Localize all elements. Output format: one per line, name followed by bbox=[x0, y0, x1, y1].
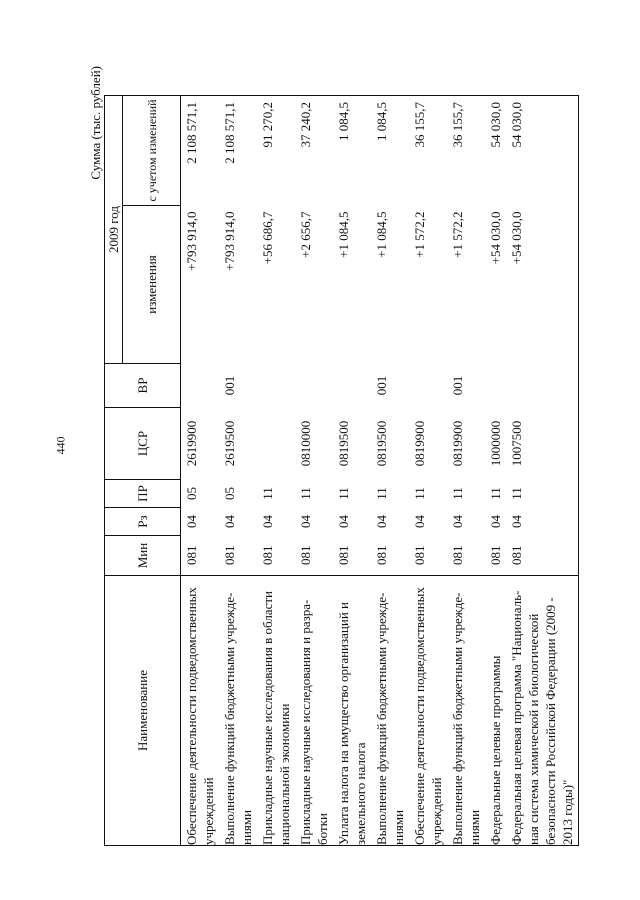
row-name: Прикладные научные исследования и разра-ботки bbox=[295, 576, 333, 846]
row-changes: +54 030,0 bbox=[488, 211, 503, 265]
row-rz: 04 bbox=[374, 515, 389, 528]
row-changes: +1 572,2 bbox=[412, 211, 427, 258]
row-rz: 04 bbox=[260, 515, 275, 528]
row-pr: 11 bbox=[506, 480, 579, 508]
header-csr: ЦСР bbox=[105, 408, 181, 480]
table-row bbox=[506, 96, 579, 846]
row-csr bbox=[257, 408, 295, 480]
row-min: 081 bbox=[488, 545, 503, 565]
row-csr: 0819500 bbox=[374, 420, 389, 467]
row-vr bbox=[257, 364, 295, 408]
table-row bbox=[485, 96, 506, 846]
row-pr: 11 bbox=[260, 487, 275, 500]
row-pr: 05 bbox=[184, 487, 199, 500]
row-total: 2 108 571,1 bbox=[181, 96, 220, 206]
row-pr: 11 bbox=[298, 487, 313, 500]
row-total: 37 240,2 bbox=[295, 96, 333, 206]
row-changes: +1 084,5 bbox=[374, 211, 389, 258]
row-min: 081 bbox=[260, 545, 275, 565]
row-total: 36 155,7 bbox=[447, 96, 485, 206]
row-changes: +793 914,0 bbox=[222, 211, 237, 271]
row-csr: 0819500 bbox=[336, 420, 351, 467]
row-rz: 04 bbox=[336, 515, 351, 528]
row-changes: +1 572,2 bbox=[450, 211, 465, 258]
row-changes: +1 084,5 bbox=[336, 211, 351, 258]
row-total: 36 155,7 bbox=[409, 96, 447, 206]
row-min: 081 bbox=[184, 545, 199, 565]
row-name: Выполнение функций бюджетными учрежде-ниями bbox=[371, 576, 409, 846]
row-vr bbox=[181, 364, 220, 408]
header-pr: ПР bbox=[105, 480, 181, 508]
row-name: Федеральные целевые программы bbox=[485, 576, 506, 846]
row-changes: +2 656,7 bbox=[298, 211, 313, 258]
row-min: 081 bbox=[506, 536, 579, 576]
row-csr: 0810000 bbox=[298, 420, 313, 467]
row-vr bbox=[506, 364, 579, 408]
row-vr: 001 bbox=[374, 375, 389, 396]
header-name: Наименование bbox=[105, 576, 181, 846]
row-min: 081 bbox=[222, 545, 237, 565]
row-csr: 0819900 bbox=[412, 420, 427, 467]
row-vr bbox=[295, 364, 333, 408]
header-vr: ВР bbox=[105, 364, 181, 408]
row-rz: 04 bbox=[184, 515, 199, 528]
row-csr: 1007500 bbox=[506, 408, 579, 480]
row-min: 081 bbox=[336, 545, 351, 565]
row-changes: +793 914,0 bbox=[184, 211, 199, 271]
table-row bbox=[333, 96, 371, 846]
row-total: 1 084,5 bbox=[333, 96, 371, 206]
row-pr: 11 bbox=[488, 487, 503, 500]
header-changes: изменения bbox=[123, 206, 181, 364]
rotated-table-page bbox=[88, 66, 575, 846]
header-min: Мин bbox=[105, 536, 181, 576]
row-rz: 04 bbox=[412, 515, 427, 528]
row-vr bbox=[333, 364, 371, 408]
table-row bbox=[257, 96, 295, 846]
row-min: 081 bbox=[412, 545, 427, 565]
row-pr: 11 bbox=[412, 487, 427, 500]
row-pr: 11 bbox=[374, 487, 389, 500]
row-pr: 11 bbox=[450, 487, 465, 500]
row-rz: 04 bbox=[222, 515, 237, 528]
budget-table bbox=[104, 95, 579, 846]
table-row bbox=[409, 96, 447, 846]
row-csr: 0819900 bbox=[450, 420, 465, 467]
row-min: 081 bbox=[298, 545, 313, 565]
table-row bbox=[181, 96, 220, 846]
row-rz: 04 bbox=[298, 515, 313, 528]
row-csr: 1000000 bbox=[488, 420, 503, 467]
page-number: 440 bbox=[53, 436, 68, 455]
row-changes: +56 686,7 bbox=[260, 211, 275, 265]
row-name: Выполнение функций бюджетными учрежде-ниями bbox=[447, 576, 485, 846]
row-total: 1 084,5 bbox=[371, 96, 409, 206]
row-csr: 2619500 bbox=[222, 420, 237, 467]
row-name: Обеспечение деятельности подведомственных учреждений bbox=[181, 576, 220, 846]
table-row bbox=[295, 96, 333, 846]
row-name: Прикладные научные исследования в области национальной экономики bbox=[257, 576, 295, 846]
row-vr: 001 bbox=[222, 375, 237, 396]
row-vr: 001 bbox=[450, 375, 465, 396]
row-name: Уплата налога на имущество организаций и земельного налога bbox=[333, 576, 371, 846]
row-name: Выполнение функций бюджетными учрежде-ниями bbox=[219, 576, 257, 846]
unit-label: Сумма (тыс. рублей) bbox=[88, 66, 103, 180]
table-row bbox=[447, 96, 485, 846]
row-changes: +54 030,0 bbox=[506, 206, 579, 364]
row-pr: 11 bbox=[336, 487, 351, 500]
row-rz: 04 bbox=[506, 508, 579, 536]
row-total: 54 030,0 bbox=[485, 96, 506, 206]
row-total: 54 030,0 bbox=[506, 96, 579, 206]
row-pr: 05 bbox=[222, 487, 237, 500]
table-row bbox=[371, 96, 409, 846]
row-total: 91 270,2 bbox=[257, 96, 295, 206]
row-csr: 2619900 bbox=[184, 420, 199, 467]
row-vr bbox=[485, 364, 506, 408]
header-rz: Рз bbox=[105, 508, 181, 536]
table-row bbox=[219, 96, 257, 846]
row-rz: 04 bbox=[488, 515, 503, 528]
header-with-changes: с учетом изменений bbox=[123, 96, 181, 206]
row-name: Обеспечение деятельности подведомственных учреждений bbox=[409, 576, 447, 846]
row-vr bbox=[409, 364, 447, 408]
header-year: 2009 год bbox=[105, 96, 123, 364]
row-min: 081 bbox=[450, 545, 465, 565]
row-min: 081 bbox=[374, 545, 389, 565]
row-rz: 04 bbox=[450, 515, 465, 528]
row-total: 2 108 571,1 bbox=[219, 96, 257, 206]
row-name: Федеральная целевая программа "Националь-ная система химической и биологической безопасности Российской Федерации (2009 - 2013 годы)" bbox=[506, 576, 579, 846]
